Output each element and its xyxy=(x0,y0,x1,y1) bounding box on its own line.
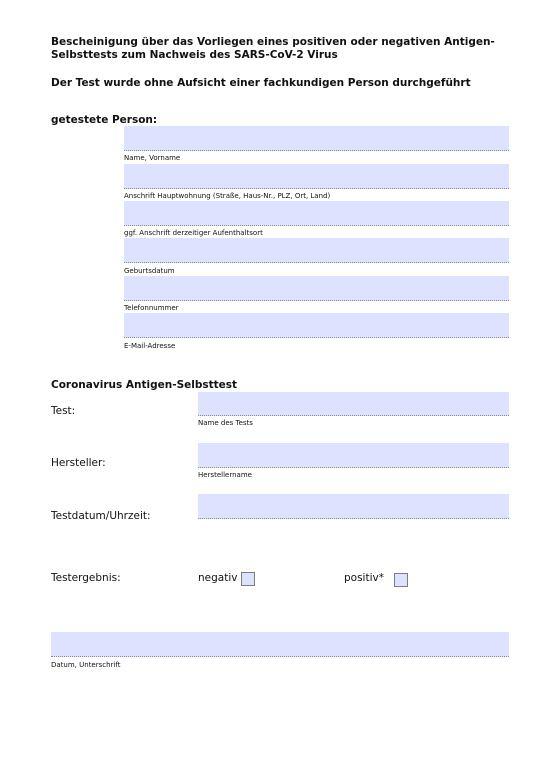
test-datetime-field[interactable] xyxy=(198,494,509,519)
form-subtitle: Der Test wurde ohne Aufsicht einer fachkundigen Person durchgeführt xyxy=(51,77,471,89)
name-caption: Name, Vorname xyxy=(124,154,181,162)
name-field[interactable] xyxy=(124,126,509,151)
negative-label: negativ xyxy=(198,572,238,584)
signature-caption: Datum, Unterschrift xyxy=(51,661,121,669)
form-title: Bescheinigung über das Vorliegen eines positiven oder negativen Antigen-Selbsttests zum Nachweis des SARS-CoV-2 Virus xyxy=(51,36,495,61)
test-datetime-label: Testdatum/Uhrzeit: xyxy=(51,510,151,522)
positive-label: positiv* xyxy=(344,572,384,584)
person-heading: getestete Person: xyxy=(51,114,158,126)
negative-checkbox[interactable] xyxy=(241,572,255,586)
phone-caption: Telefonnummer xyxy=(124,304,179,312)
manufacturer-field[interactable] xyxy=(198,443,509,468)
address-caption: Anschrift Hauptwohnung (Straße, Haus-Nr., PLZ, Ort, Land) xyxy=(124,192,331,200)
test-section-heading: Coronavirus Antigen-Selbsttest xyxy=(51,379,238,391)
address-field[interactable] xyxy=(124,164,509,189)
test-name-caption: Name des Tests xyxy=(198,419,253,427)
birthdate-caption: Geburtsdatum xyxy=(124,267,175,275)
email-caption: E-Mail-Adresse xyxy=(124,342,176,350)
signature-field[interactable] xyxy=(51,632,509,657)
manufacturer-caption: Herstellername xyxy=(198,471,252,479)
positive-checkbox[interactable] xyxy=(394,573,408,587)
manufacturer-label: Hersteller: xyxy=(51,457,106,469)
birthdate-field[interactable] xyxy=(124,238,509,263)
phone-field[interactable] xyxy=(124,276,509,301)
result-label: Testergebnis: xyxy=(51,572,121,584)
current-residence-field[interactable] xyxy=(124,201,509,226)
test-name-field[interactable] xyxy=(198,392,509,416)
test-label: Test: xyxy=(51,405,76,417)
email-field[interactable] xyxy=(124,313,509,338)
current-residence-caption: ggf. Anschrift derzeitiger Aufenthaltsort xyxy=(124,229,263,237)
